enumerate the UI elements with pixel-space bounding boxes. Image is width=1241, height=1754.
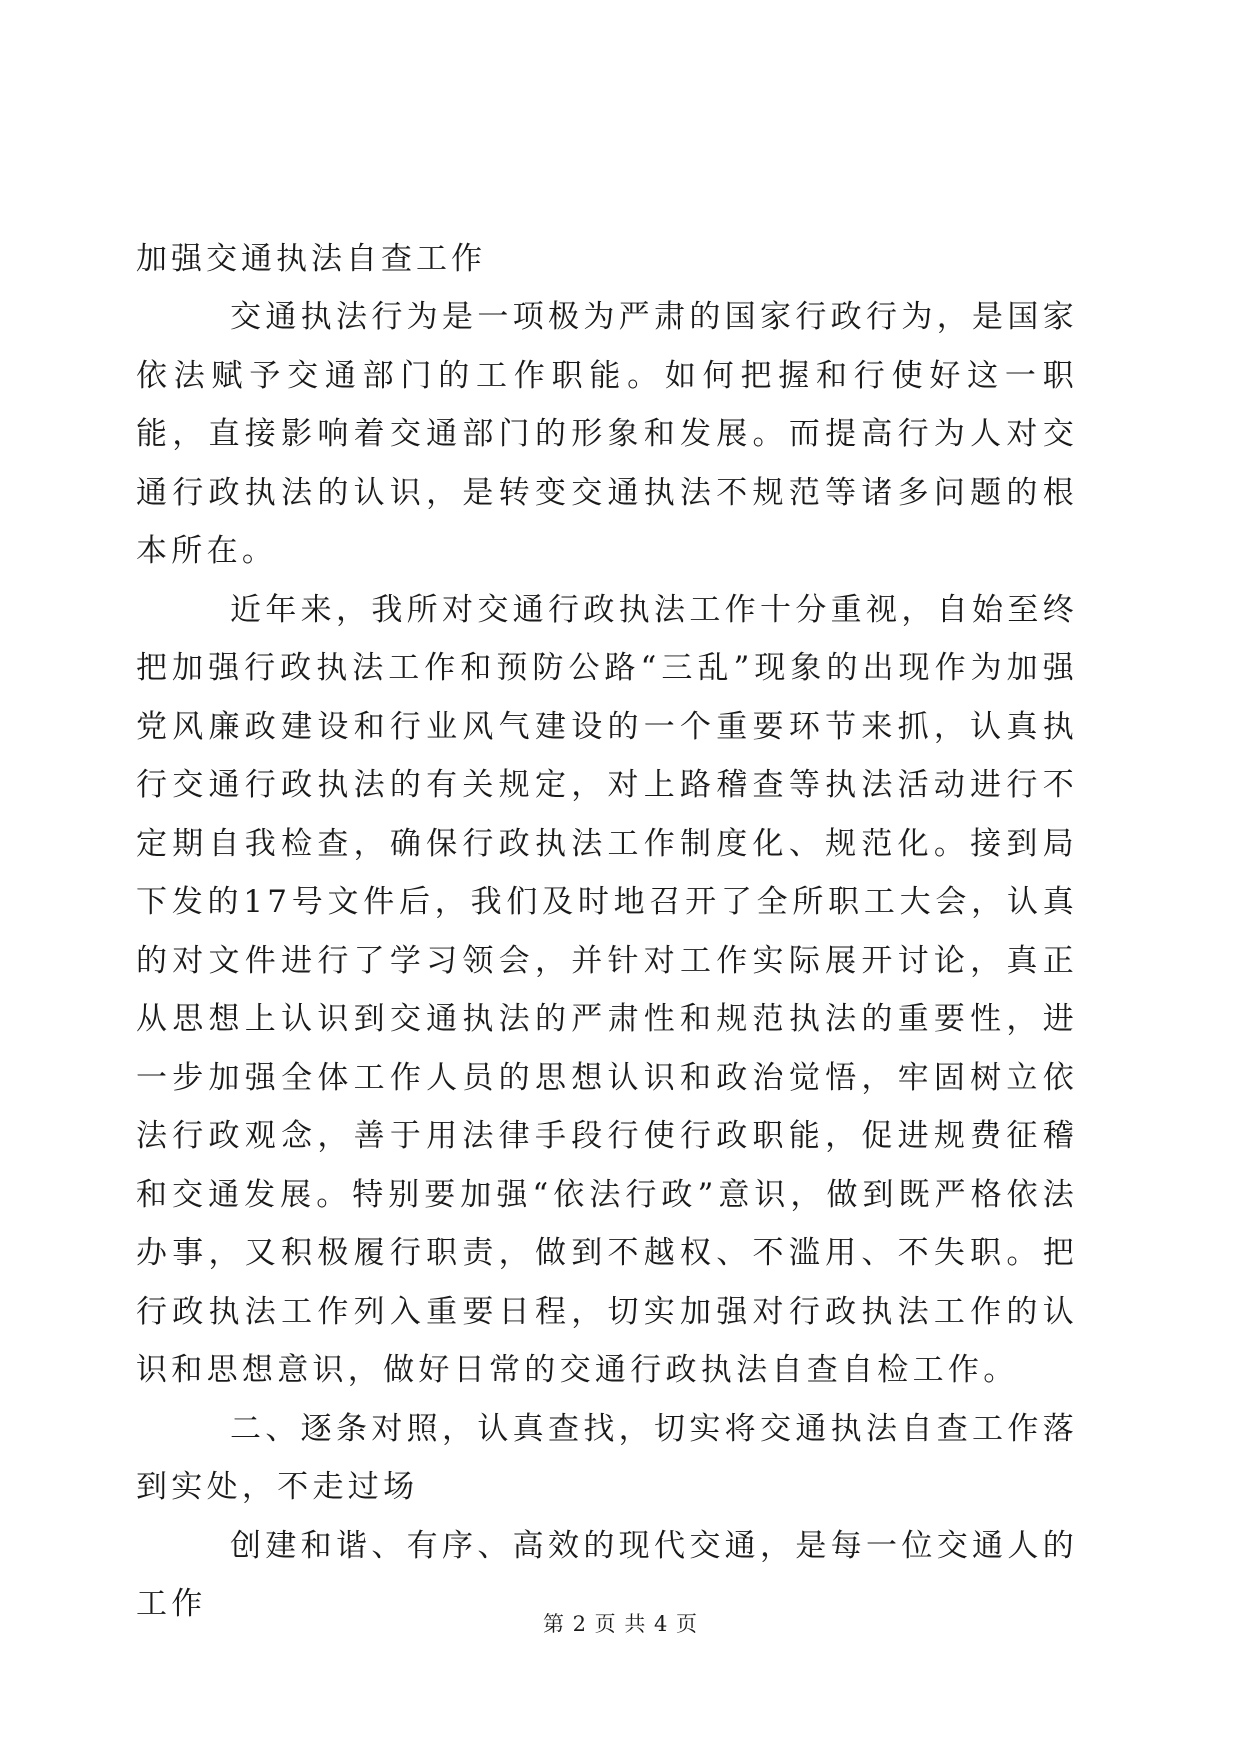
paragraph-1: 交通执法行为是一项极为严肃的国家行政行为，是国家依法赋予交通部门的工作职能。如何把握和行使好这一职能，直接影响着交通部门的形象和发展。而提高行为人对交通行政执法的认识，是转变交通执法不规范等诸多问题的根本所在。	[136, 299, 1078, 569]
paragraph-3: 创建和谐、有序、高效的现代交通，是每一位交通人的工作	[136, 1527, 1078, 1622]
section-heading-2: 二、逐条对照，认真查找，切实将交通执法自查工作落到实处，不走过场	[136, 1410, 1078, 1505]
paragraph-2: 近年来，我所对交通行政执法工作十分重视，自始至终把加强行政执法工作和预防公路“三乱”现象的出现作为加强党风廉政建设和行业风气建设的一个重要环节来抓，认真执行交通行政执法的有关规定，对上路稽查等执法活动进行不定期自我检查，确保行政执法工作制度化、规范化。接到局下发的17号文件后，我们及时地召开了全所职工大会，认真的对文件进行了学习领会，并针对工作实际展开讨论，真正从思想上认识到交通执法的严肃性和规范执法的重要性，进一步加强全体工作人员的思想认识和政治觉悟，牢固树立依法行政观念，善于用法律手段行使行政职能，促进规费征稽和交通发展。特别要加强“依法行政”意识，做到既严格依法办事，又积极履行职责，做到不越权、不滥用、不失职。把行政执法工作列入重要日程，切实加强对行政执法工作的认识和思想意识，做好日常的交通行政执法自查自检工作。	[136, 591, 1078, 1388]
document-body	[136, 230, 1078, 1634]
page-number-footer: 第 2 页 共 4 页	[542, 1612, 699, 1636]
document-heading: 加强交通执法自查工作	[136, 241, 486, 277]
